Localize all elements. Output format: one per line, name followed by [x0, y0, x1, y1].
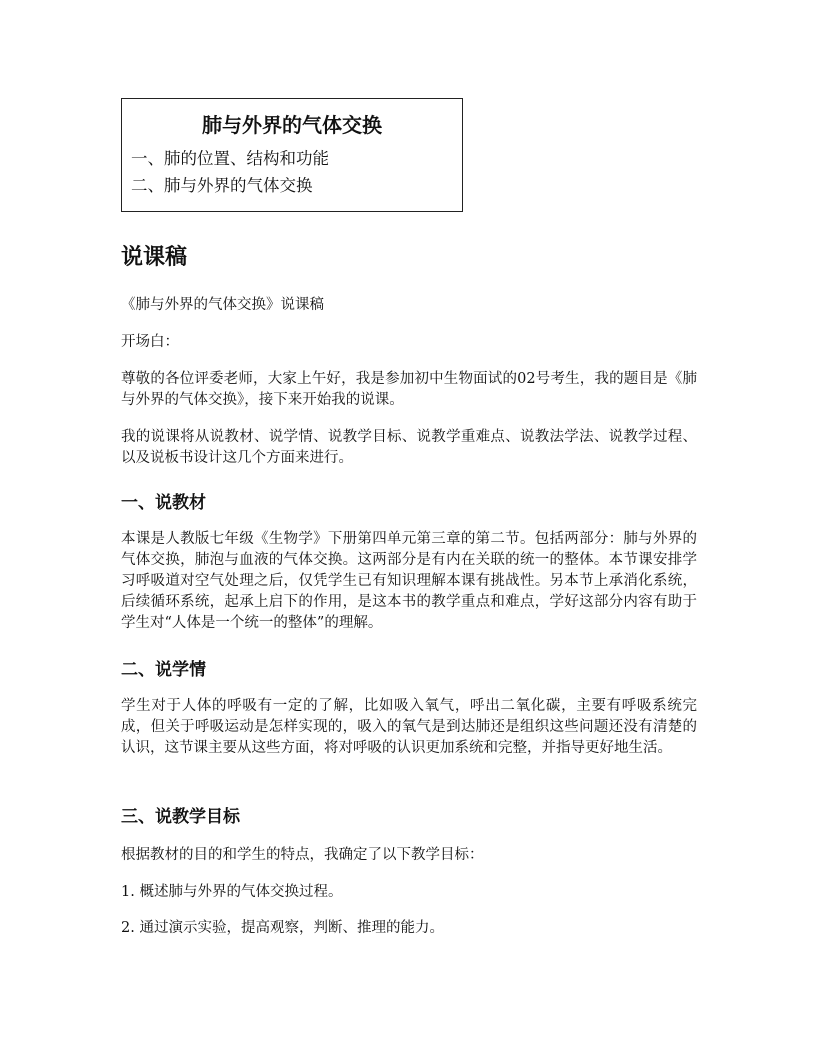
- objectives-intro: 根据教材的目的和学生的特点，我确定了以下教学目标：: [121, 847, 484, 863]
- document-title: 说课稿: [121, 245, 188, 270]
- section-paragraph-students: 学生对于人体的呼吸有一定的了解，比如吸入氧气，呼出二氧化碳，主要有呼吸系统完成，但关于呼吸运动是怎样实现的，吸入的氧气是到达肺还是组织这些问题还没有清楚的认识，这节课主要从这些方面，将对呼吸的认识更加系统和完整，并指导更好地生活。: [121, 698, 697, 756]
- section-heading-objectives: 三、说教学目标: [121, 807, 240, 827]
- subtitle-paragraph: 《肺与外界的气体交换》说课稿: [121, 297, 324, 313]
- board-line-1: 一、肺的位置、结构和功能: [131, 149, 329, 168]
- opening-paragraph: 尊敬的各位评委老师，大家上午好，我是参加初中生物面试的02号考生，我的题目是《肺与外界的气体交换》，接下来开始我的说课。: [121, 371, 697, 408]
- opening-label: 开场白：: [121, 334, 179, 350]
- blackboard-outline-box: [121, 98, 463, 212]
- board-line-2: 二、肺与外界的气体交换: [131, 176, 313, 195]
- outline-paragraph: 我的说课将从说教材、说学情、说教学目标、说教学重难点、说教法学法、说教学过程、以及说板书设计这几个方面来进行。: [121, 429, 697, 466]
- objective-item-1: 1. 概述肺与外界的气体交换过程。: [121, 884, 343, 900]
- section-heading-textbook: 一、说教材: [121, 493, 206, 513]
- objective-item-2: 2. 通过演示实验，提高观察，判断、推理的能力。: [121, 920, 444, 936]
- section-heading-students: 二、说学情: [121, 660, 206, 680]
- board-title: 肺与外界的气体交换: [202, 113, 382, 137]
- section-paragraph-textbook: 本课是人教版七年级《生物学》下册第四单元第三章的第二节。包括两部分：肺与外界的气体交换，肺泡与血液的气体交换。这两部分是有内在关联的统一的整体。本节课安排学习呼吸道对空气处理之后，仅凭学生已有知识理解本课有挑战性。另本节上承消化系统，后续循环系统，起承上启下的作用，是这本书的教学重点和难点，学好这部分内容有助于学生对“人体是一个统一的整体”的理解。: [121, 531, 697, 631]
